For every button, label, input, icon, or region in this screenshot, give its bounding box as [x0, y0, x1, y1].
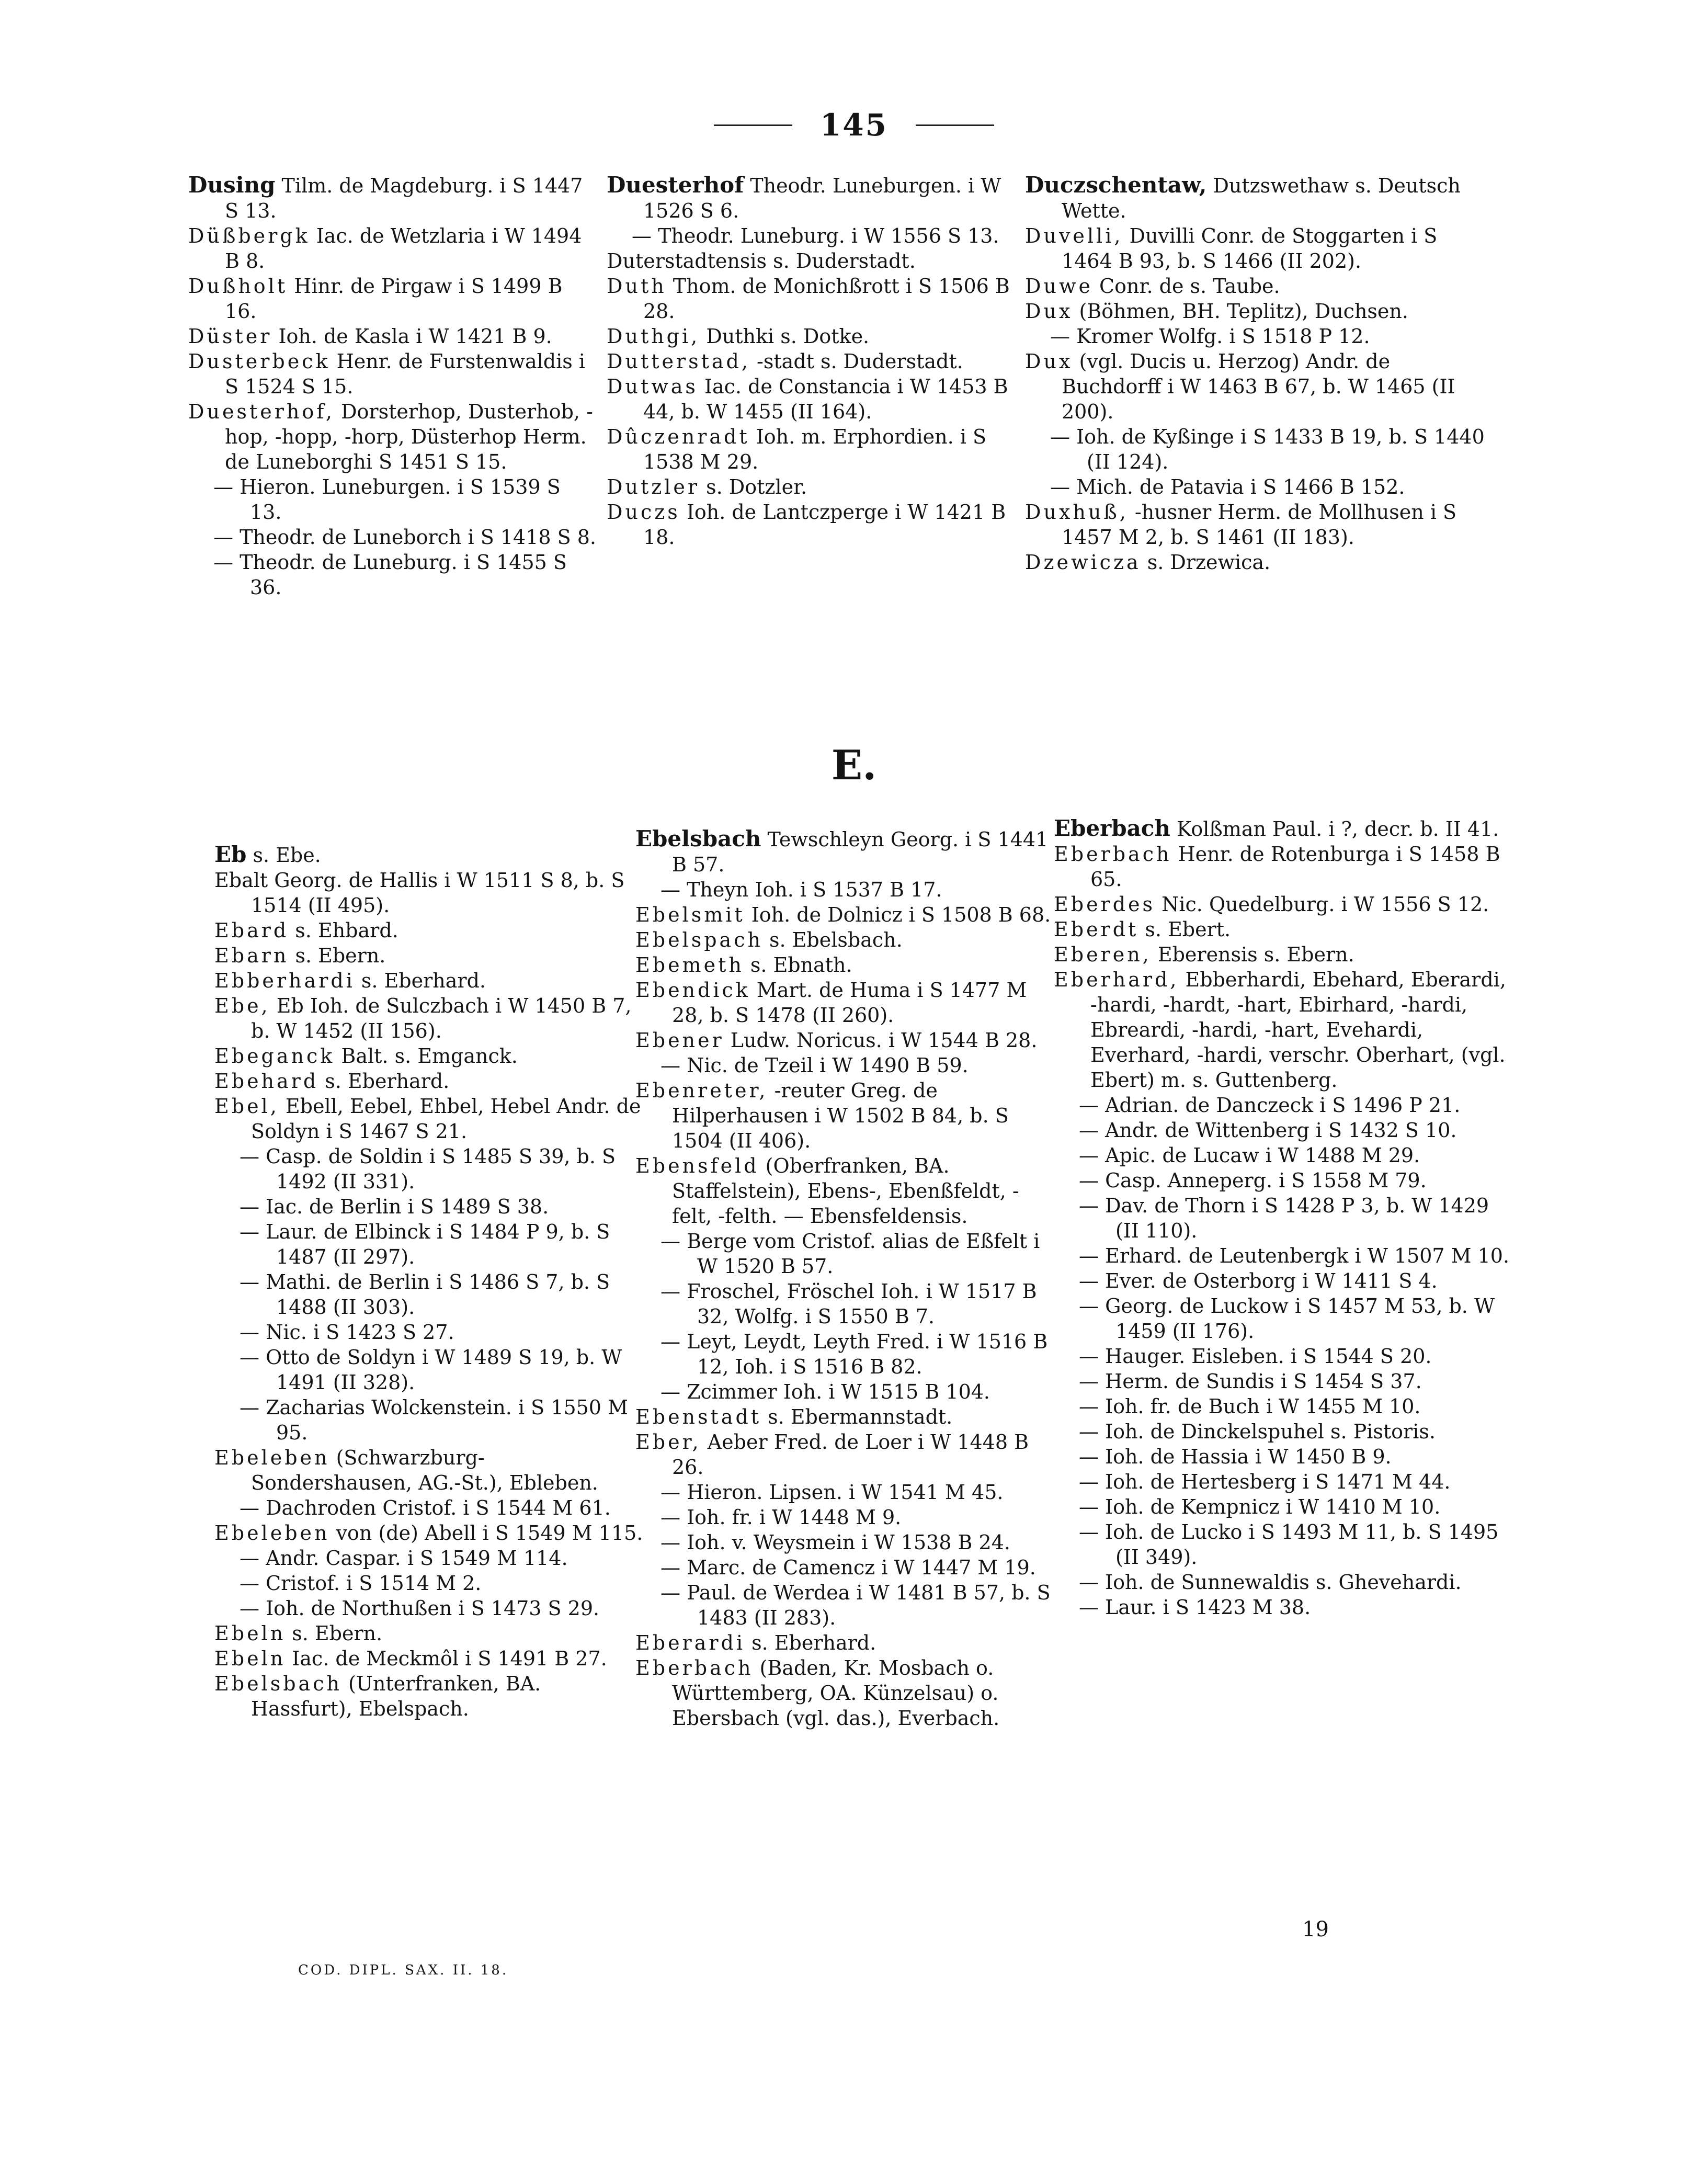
entry-text: (Unterfranken, BA. Hassfurt), Ebelspach. [251, 1672, 541, 1720]
index-entry [214, 842, 643, 868]
entry-text: Thom. de Monichßrott i S 1506 B 28. [643, 275, 1010, 323]
entry-text: — Dachroden Cristof. i S 1544 M 61. [240, 1496, 611, 1519]
index-entry [635, 1028, 1054, 1053]
entry-text: — Erhard. de Leutenbergk i W 1507 M 10. [1079, 1244, 1510, 1267]
entry-headword: Ebeleben [214, 1522, 330, 1545]
index-entry [635, 1379, 1054, 1404]
entry-headword: Duczs [607, 501, 680, 524]
index-entry [214, 1320, 643, 1345]
index-entry [607, 274, 1020, 324]
index-entry [1025, 223, 1490, 274]
entry-text: Mart. de Huma i S 1477 M 28, b. S 1478 (II 260). [672, 979, 1027, 1027]
index-entry [1054, 1118, 1514, 1143]
entry-headword: Dux [1025, 350, 1073, 373]
entry-headword: Ebe, [214, 994, 270, 1017]
index-entry [607, 324, 1020, 349]
entry-headword: Eberbach [1054, 815, 1170, 841]
index-entry [188, 474, 596, 525]
entry-text: — Marc. de Camencz i W 1447 M 19. [661, 1556, 1036, 1579]
index-entry [1054, 1268, 1514, 1293]
entry-text: Conr. de s. Taube. [1092, 275, 1280, 298]
index-entry [1054, 842, 1514, 892]
index-entry [635, 877, 1054, 902]
entry-text: s. Ehbard. [289, 919, 398, 942]
index-entry [635, 1053, 1054, 1078]
index-entry [635, 1580, 1054, 1630]
index-entry [1025, 274, 1490, 299]
entry-headword: Ebeln [214, 1622, 286, 1645]
index-entry [1025, 499, 1490, 550]
index-entry [1025, 173, 1490, 223]
index-entry [635, 902, 1054, 927]
index-entry [214, 1269, 643, 1320]
entry-text: s. Duderstadt. [767, 249, 916, 272]
index-entry [1054, 1344, 1514, 1369]
entry-text: — Andr. de Wittenberg i S 1432 S 10. [1079, 1119, 1457, 1142]
entry-headword: Ebarn [214, 944, 289, 967]
index-entry [607, 424, 1020, 474]
entry-headword: Eberen, [1054, 943, 1152, 966]
entry-headword: Ebener [635, 1029, 724, 1052]
index-entry [607, 349, 1020, 374]
entry-headword: Duvelli, [1025, 224, 1123, 247]
index-column-bottom-1 [214, 842, 643, 1721]
index-entry [635, 1429, 1054, 1480]
index-entry [635, 927, 1054, 952]
index-entry [214, 993, 643, 1043]
entry-text: — Kromer Wolfg. i S 1518 P 12. [1050, 325, 1370, 348]
index-entry [607, 499, 1020, 550]
entry-headword: Duxhuß, [1025, 501, 1129, 524]
entry-text: — Ioh. de Dinckelspuhel s. Pistoris. [1079, 1420, 1436, 1443]
index-entry [607, 248, 1020, 274]
index-entry [214, 1520, 643, 1546]
entry-text: — Ioh. de Sunnewaldis s. Ghevehardi. [1079, 1571, 1462, 1594]
index-entry [635, 1480, 1054, 1505]
entry-headword: Duesterhof, [188, 400, 335, 423]
entry-headword: Ebeganck [214, 1044, 335, 1068]
index-entry [214, 1069, 643, 1094]
entry-headword: Eberbach [1054, 843, 1172, 866]
index-entry [607, 374, 1020, 424]
entry-text: s. Ebern. [286, 1622, 383, 1645]
entry-text: Iac. de Wetzlaria i W 1494 B 8. [225, 224, 582, 272]
index-entry [607, 223, 1020, 248]
entry-headword: Ebelspach [635, 928, 763, 951]
entry-text: — Dav. de Thorn i S 1428 P 3, b. W 1429 (II 110). [1079, 1194, 1489, 1242]
index-entry [188, 274, 596, 324]
page-number: 145 [819, 107, 889, 143]
index-entry [1054, 1469, 1514, 1494]
index-column-top-2 [607, 173, 1020, 550]
entry-headword: Ebard [214, 919, 289, 942]
index-entry [1054, 1419, 1514, 1444]
index-entry [214, 1546, 643, 1571]
index-column-top-1 [188, 173, 596, 600]
index-entry [1054, 1293, 1514, 1344]
index-entry [214, 943, 643, 968]
index-entry [635, 1555, 1054, 1580]
entry-headword: Duthgi, [607, 325, 700, 348]
entry-text: — Ioh. de Kyßinge i S 1433 B 19, b. S 1440 (II 124). [1050, 425, 1485, 473]
section-letter: E. [831, 742, 877, 789]
index-entry [1054, 942, 1514, 967]
index-entry [1025, 474, 1490, 499]
entry-text: Duthki s. Dotke. [700, 325, 870, 348]
entry-text: Tilm. de Magdeburg. i S 1447 S 13. [225, 174, 583, 222]
entry-text: Ebberhardi, Ebehard, Eberardi, -hardi, -hardt, -hart, Ebirhard, -hardi, Ebreardi, -hardi, -hart, Evehardi, Everhard, -hardi, verschr. Oberhart, (vgl. Ebert) m. s. Guttenberg. [1090, 968, 1506, 1092]
index-entry [635, 1655, 1054, 1731]
entry-text: — Casp. de Soldin i S 1485 S 39, b. S 1492 (II 331). [240, 1145, 616, 1193]
entry-headword: Eb [214, 842, 247, 867]
index-entry [635, 1153, 1054, 1229]
index-entry [635, 1078, 1054, 1153]
entry-headword: Ebehard [214, 1070, 319, 1093]
entry-text: — Hauger. Eisleben. i S 1544 S 20. [1079, 1345, 1432, 1368]
entry-text: Kolßman Paul. i ?, decr. b. II 41. [1170, 818, 1499, 841]
index-entry [635, 1630, 1054, 1655]
entry-headword: Duczschentaw, [1025, 172, 1207, 198]
entry-headword: Dûczenradt [607, 425, 750, 448]
index-entry [1054, 1243, 1514, 1268]
entry-text: — Theodr. Luneburg. i W 1556 S 13. [632, 224, 999, 247]
entry-text: — Theodr. de Luneburg. i S 1455 S 36. [213, 551, 567, 599]
entry-text: Georg. de Hallis i W 1511 S 8, b. S 1514 (II 495). [251, 869, 625, 917]
entry-text: — Herm. de Sundis i S 1454 S 37. [1079, 1370, 1422, 1393]
index-entry [188, 399, 596, 474]
index-entry [214, 1094, 643, 1144]
entry-text: — Ioh. v. Weysmein i W 1538 B 24. [661, 1531, 1010, 1554]
index-entry [1054, 1570, 1514, 1595]
index-entry [214, 1495, 643, 1520]
entry-text: — Laur. de Elbinck i S 1484 P 9, b. S 1487 (II 297). [240, 1220, 610, 1268]
header-rule-right [916, 124, 994, 126]
index-entry [214, 968, 643, 993]
entry-text: -reuter Greg. de Hilperhausen i W 1502 B 84, b. S 1504 (II 406). [672, 1079, 1009, 1152]
header-rule-left [714, 124, 792, 126]
entry-text: s. Eberhard. [745, 1631, 876, 1654]
entry-text: — Paul. de Werdea i W 1481 B 57, b. S 1483 (II 283). [661, 1581, 1051, 1629]
sheet-number: 19 [1302, 1917, 1329, 1941]
entry-text: — Hieron. Lipsen. i W 1541 M 45. [661, 1481, 1004, 1504]
index-entry [214, 1445, 643, 1495]
entry-headword: Eberdes [1054, 893, 1156, 916]
entry-text: Tewschleyn Georg. i S 1441 B 57. [672, 828, 1049, 876]
index-entry [607, 474, 1020, 499]
entry-text: (Oberfranken, BA. Staffelstein), Ebens-, Ebenßfeldt, -felt, -felth. — Ebensfeldensis. [672, 1154, 1019, 1228]
entry-text: — Casp. Anneperg. i S 1558 M 79. [1079, 1169, 1427, 1192]
entry-headword: Duterstadtensis [607, 249, 767, 272]
entry-headword: Dusterbeck [188, 350, 331, 373]
entry-text: (vgl. Ducis u. Herzog) Andr. de Buchdorff i W 1463 B 67, b. W 1465 (II 200). [1062, 350, 1455, 423]
entry-text: — Ioh. de Hassia i W 1450 B 9. [1079, 1445, 1392, 1468]
entry-text: s. Ebe. [246, 844, 321, 867]
index-entry [1054, 1444, 1514, 1469]
index-entry [214, 1621, 643, 1646]
entry-headword: Ebberhardi [214, 969, 355, 992]
index-entry [635, 1279, 1054, 1329]
index-entry [1054, 1369, 1514, 1394]
entry-text: — Ioh. de Hertesberg i S 1471 M 44. [1079, 1470, 1451, 1493]
entry-text: s. Ebern. [289, 944, 386, 967]
entry-text: Theodr. Luneburgen. i W 1526 S 6. [643, 174, 1001, 222]
index-entry [1054, 1394, 1514, 1419]
entry-text: Ebell, Eebel, Ehbel, Hebel Andr. de Soldyn i S 1467 S 21. [251, 1095, 641, 1143]
entry-text: s. Eberhard. [318, 1070, 450, 1093]
index-entry [214, 1194, 643, 1219]
entry-text: Hinr. de Pirgaw i S 1499 B 16. [225, 275, 563, 323]
entry-headword: Ebenstadt [635, 1405, 762, 1428]
entry-headword: Ebalt [214, 869, 268, 892]
index-entry [1054, 816, 1514, 842]
entry-text: s. Dotzler. [700, 475, 807, 498]
index-entry [1054, 1519, 1514, 1570]
entry-headword: Ebeleben [214, 1446, 330, 1469]
entry-text: Ludw. Noricus. i W 1544 B 28. [724, 1029, 1038, 1052]
entry-text: (Böhmen, BH. Teplitz), Duchsen. [1073, 300, 1408, 323]
entry-text: — Nic. de Tzeil i W 1490 B 59. [661, 1054, 969, 1077]
index-entry [607, 173, 1020, 223]
entry-headword: Ebel, [214, 1095, 279, 1118]
entry-headword: Eberhard, [1054, 968, 1179, 991]
index-entry [188, 525, 596, 550]
entry-text: — Theodr. de Luneborch i S 1418 S 8. [213, 526, 597, 549]
index-entry [1054, 967, 1514, 1093]
entry-text: Ioh. de Dolnicz i S 1508 B 68. [745, 903, 1051, 926]
entry-headword: Dutzler [607, 475, 700, 498]
index-entry [214, 1345, 643, 1395]
index-entry [188, 550, 596, 600]
entry-text: — Zacharias Wolckenstein. i S 1550 M 95. [240, 1396, 628, 1444]
entry-text: — Hieron. Luneburgen. i S 1539 S 13. [213, 475, 561, 524]
index-entry [214, 918, 643, 943]
entry-headword: Duth [607, 275, 667, 298]
index-entry [1054, 917, 1514, 942]
entry-text: s. Ebert. [1138, 918, 1231, 941]
entry-text: s. Eberhard. [355, 969, 486, 992]
entry-headword: Ebensfeld [635, 1154, 759, 1177]
index-entry [1054, 892, 1514, 917]
entry-headword: Eber, [635, 1430, 701, 1454]
entry-headword: Ebeln [214, 1647, 286, 1670]
index-entry [635, 1404, 1054, 1429]
entry-text: Henr. de Furstenwaldis i S 1524 S 15. [225, 350, 586, 398]
entry-text: — Andr. Caspar. i S 1549 M 114. [240, 1547, 568, 1570]
index-entry [635, 1530, 1054, 1555]
index-column-bottom-2 [635, 826, 1054, 1731]
entry-headword: Eberdt [1054, 918, 1139, 941]
entry-text: Eberensis s. Ebern. [1151, 943, 1354, 966]
entry-headword: Dusing [188, 172, 276, 198]
index-entry [188, 349, 596, 399]
index-entry [1054, 1494, 1514, 1519]
entry-headword: Ebelsbach [214, 1672, 342, 1695]
entry-text: — Otto de Soldyn i W 1489 S 19, b. W 1491 (II 328). [240, 1346, 622, 1394]
entry-text: — Georg. de Luckow i S 1457 M 53, b. W 1459 (II 176). [1079, 1295, 1495, 1343]
entry-headword: Ebelsmit [635, 903, 745, 926]
entry-headword: Dzewicza [1025, 551, 1141, 574]
signature-mark: COD. DIPL. SAX. II. 18. [298, 1962, 509, 1978]
index-entry [214, 1571, 643, 1596]
index-entry [1025, 349, 1490, 424]
entry-text: Balt. s. Emganck. [335, 1044, 518, 1068]
index-entry [635, 978, 1054, 1028]
page-header [0, 107, 1708, 143]
index-entry [214, 868, 643, 918]
index-entry [1025, 424, 1490, 474]
index-entry [214, 1596, 643, 1621]
entry-text: — Apic. de Lucaw i W 1488 M 29. [1079, 1144, 1420, 1167]
index-entry [214, 1395, 643, 1445]
index-entry [214, 1671, 643, 1721]
entry-headword: Dutwas [607, 375, 698, 398]
index-column-bottom-3 [1054, 816, 1514, 1620]
entry-headword: Ebenreter, [635, 1079, 768, 1102]
entry-text: von (de) Abell i S 1549 M 115. [329, 1522, 643, 1545]
index-entry [635, 1229, 1054, 1279]
entry-text: Aeber Fred. de Loer i W 1448 B 26. [672, 1430, 1029, 1479]
entry-text: Dorsterhop, Dusterhob, -hop, -hopp, -horp, Düsterhop Herm. de Luneborghi S 1451 S 15. [225, 400, 593, 473]
entry-headword: Ebemeth [635, 953, 744, 977]
entry-text: — Adrian. de Danczeck i S 1496 P 21. [1079, 1094, 1461, 1117]
entry-text: — Leyt, Leydt, Leyth Fred. i W 1516 B 12, Ioh. i S 1516 B 82. [661, 1330, 1048, 1378]
entry-text: Iac. de Meckmôl i S 1491 B 27. [286, 1647, 607, 1670]
entry-text: — Cristof. i S 1514 M 2. [240, 1572, 482, 1595]
entry-text: — Nic. i S 1423 S 27. [240, 1321, 454, 1344]
entry-text: -stadt s. Duderstadt. [750, 350, 963, 373]
index-column-top-3 [1025, 173, 1490, 575]
entry-text: s. Ebelsbach. [762, 928, 903, 951]
entry-text: — Ever. de Osterborg i W 1411 S 4. [1079, 1269, 1438, 1292]
index-entry [1054, 1143, 1514, 1168]
entry-headword: Dutterstad, [607, 350, 750, 373]
entry-text: Henr. de Rotenburga i S 1458 B 65. [1090, 843, 1500, 891]
entry-text: — Zcimmer Ioh. i W 1515 B 104. [661, 1380, 990, 1403]
entry-text: s. Ebnath. [744, 953, 852, 977]
index-entry [188, 173, 596, 223]
index-entry [188, 223, 596, 274]
entry-headword: Düßbergk [188, 224, 310, 247]
entry-text: — Iac. de Berlin i S 1489 S 38. [240, 1195, 549, 1218]
entry-text: — Ioh. fr. i W 1448 M 9. [661, 1506, 902, 1529]
index-entry [1025, 299, 1490, 324]
entry-text: — Ioh. de Northußen i S 1473 S 29. [240, 1597, 600, 1620]
index-entry [1054, 1193, 1514, 1243]
entry-text: — Froschel, Fröschel Ioh. i W 1517 B 32, Wolfg. i S 1550 B 7. [661, 1280, 1037, 1328]
index-entry [1025, 324, 1490, 349]
entry-text: Duvilli Conr. de Stoggarten i S 1464 B 93, b. S 1466 (II 202). [1062, 224, 1438, 272]
entry-text: — Ioh. de Kempnicz i W 1410 M 10. [1079, 1495, 1441, 1518]
entry-text: — Berge vom Cristof. alias de Eßfelt i W 1520 B 57. [661, 1230, 1040, 1278]
index-entry [635, 826, 1054, 877]
entry-text: — Ioh. fr. de Buch i W 1455 M 10. [1079, 1395, 1421, 1418]
index-entry [635, 1505, 1054, 1530]
entry-text: — Theyn Ioh. i S 1537 B 17. [661, 878, 942, 901]
index-entry [214, 1043, 643, 1069]
entry-text: Ioh. de Kasla i W 1421 B 9. [272, 325, 552, 348]
entry-headword: Eberardi [635, 1631, 746, 1654]
index-entry [1054, 1093, 1514, 1118]
index-entry [635, 952, 1054, 978]
index-entry [214, 1219, 643, 1269]
entry-text: — Laur. i S 1423 M 38. [1079, 1596, 1311, 1619]
index-entry [214, 1144, 643, 1194]
entry-text: Ioh. de Lantczperge i W 1421 B 18. [643, 501, 1006, 549]
entry-headword: Duesterhof [607, 172, 744, 198]
entry-text: Eb Ioh. de Sulczbach i W 1450 B 7, b. W 1452 (II 156). [251, 994, 632, 1042]
index-entry [1025, 550, 1490, 575]
entry-headword: Dußholt [188, 275, 288, 298]
entry-text: Dutzswethaw s. Deutsch Wette. [1062, 174, 1461, 222]
entry-text: Iac. de Constancia i W 1453 B 44, b. W 1455 (II 164). [643, 375, 1008, 423]
entry-text: Ioh. m. Erphordien. i S 1538 M 29. [643, 425, 987, 473]
index-entry [214, 1646, 643, 1671]
entry-headword: Ebendick [635, 979, 750, 1002]
entry-text: — Ioh. de Lucko i S 1493 M 11, b. S 1495 (II 349). [1079, 1520, 1499, 1569]
entry-text: -husner Herm. de Mollhusen i S 1457 M 2, b. S 1461 (II 183). [1062, 501, 1457, 549]
entry-text: (Schwarzburg-Sondershausen, AG.-St.), Ebleben. [251, 1446, 598, 1494]
entry-headword: Dux [1025, 300, 1073, 323]
index-entry [188, 324, 596, 349]
entry-text: s. Ebermannstadt. [761, 1405, 953, 1428]
index-entry [1054, 1168, 1514, 1193]
entry-text: s. Drzewica. [1141, 551, 1271, 574]
entry-text: Nic. Quedelburg. i W 1556 S 12. [1155, 893, 1489, 916]
index-entry [635, 1329, 1054, 1379]
entry-text: (Baden, Kr. Mosbach o. Württemberg, OA. Künzelsau) o. Ebersbach (vgl. das.), Everbach. [672, 1656, 1000, 1730]
entry-headword: Eberbach [635, 1656, 754, 1679]
index-entry [1054, 1595, 1514, 1620]
entry-headword: Ebelsbach [635, 826, 761, 851]
entry-text: — Mich. de Patavia i S 1466 B 152. [1050, 475, 1405, 498]
entry-headword: Düster [188, 325, 272, 348]
entry-text: — Mathi. de Berlin i S 1486 S 7, b. S 1488 (II 303). [240, 1270, 610, 1319]
entry-headword: Duwe [1025, 275, 1093, 298]
